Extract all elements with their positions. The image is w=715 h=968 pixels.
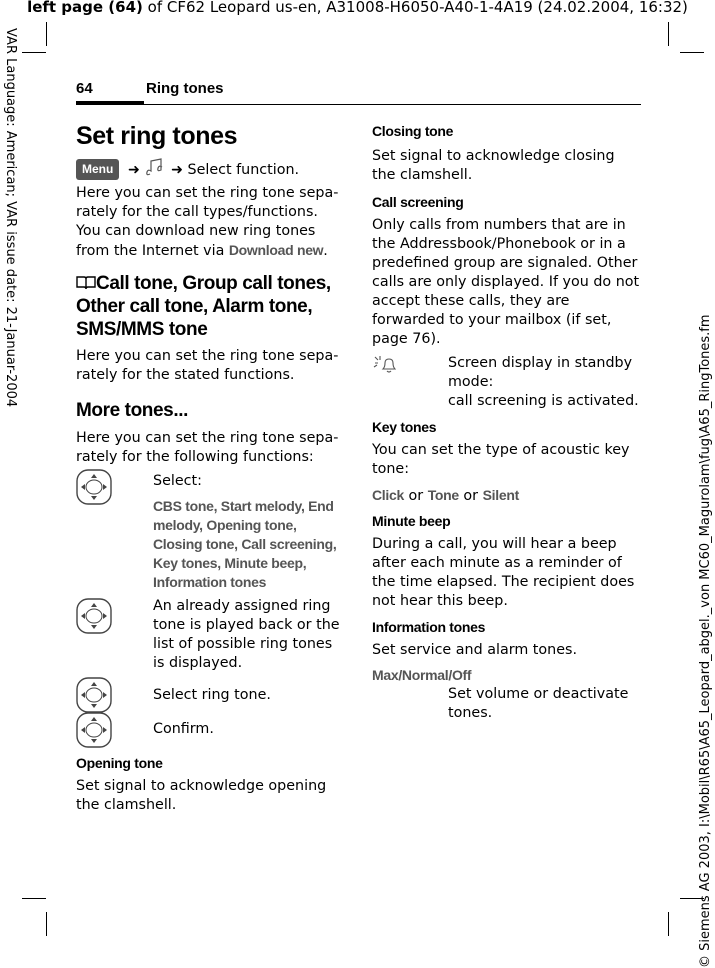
standby-text-line1: Screen display in standby mode: <box>448 355 633 390</box>
step-select-label: Select: <box>153 473 202 489</box>
crop-mark <box>46 912 47 936</box>
step-assigned-text: An already assigned ring tone is played back or the list of possible ring tones is displayed. <box>153 598 340 671</box>
or-text: or <box>403 488 428 504</box>
information-tones-heading: Information tones <box>372 619 486 635</box>
call-screening-text: Only calls from numbers that are in the Addressbook/Phonebook or in a predefined group are signaled. Other calls are only displayed. If you do not accept these calls, they are forwarded to your mailbox (if set, page 76). <box>372 217 640 347</box>
page-indicator: left page (64) <box>27 0 143 16</box>
arrow-icon: ➜ <box>170 162 183 178</box>
tone-list: CBS tone, Start melody, End melody, Opening tone, Closing tone, Call screening, Key tones, Minute beep, Information tones <box>153 498 337 590</box>
document-source-line <box>0 0 715 16</box>
nav-key-icon <box>76 712 112 748</box>
nav-key-icon <box>76 469 112 505</box>
crop-mark <box>668 22 669 46</box>
var-language-note: VAR Language: American; VAR issue date: 21-Januar-2004 <box>3 28 18 408</box>
call-tone-heading <box>76 272 346 341</box>
ring-tones-note-icon <box>144 158 166 178</box>
crop-mark <box>22 52 46 53</box>
crop-mark <box>46 22 47 46</box>
minute-beep-text: During a call, you will hear a beep after each minute as a reminder of the time elapsed. The recipient does not hear this beep. <box>372 536 635 609</box>
closing-tone-heading: Closing tone <box>372 123 454 139</box>
tone-option: Tone <box>427 487 459 503</box>
call-tone-text: Here you can set the ring tone sepa-rately for the stated functions. <box>76 348 339 383</box>
copyright-path-note: © Siemens AG 2003, I:\Mobil\R65\A65_Leopard_abgel._von MC60_Magurolam\fug\A65_RingTones.fm <box>698 314 713 968</box>
select-function-text: Select function. <box>187 162 300 178</box>
crop-mark <box>680 52 704 53</box>
call-screening-standby-icon <box>372 355 396 375</box>
section-title: Ring tones <box>146 80 224 97</box>
document-info: of CF62 Leopard us-en, A31008-H6050-A40-1-4A19 (24.02.2004, 16:32) <box>142 0 688 16</box>
minute-beep-heading: Minute beep <box>372 513 451 529</box>
nav-key-icon <box>76 677 112 713</box>
call-screening-heading: Call screening <box>372 194 464 210</box>
download-new-link: Download new <box>228 242 324 258</box>
opening-tone-text: Set signal to acknowledge opening the clamshell. <box>76 778 327 813</box>
key-tones-heading: Key tones <box>372 419 437 435</box>
key-tone-options <box>372 486 640 506</box>
more-tones-heading: More tones... <box>76 400 188 421</box>
step-confirm-text: Confirm. <box>153 721 214 737</box>
key-tones-text: You can set the type of acoustic key tone: <box>372 442 630 477</box>
page-title: Set ring tones <box>76 122 238 150</box>
standby-display-text <box>448 354 643 411</box>
standby-text-line2: call screening is activated. <box>448 393 639 409</box>
nav-key-icon <box>76 598 112 634</box>
crop-mark <box>668 912 669 936</box>
silent-option: Silent <box>482 487 519 503</box>
more-tones-text: Here you can set the ring tone sepa-rately for the following functions: <box>76 430 339 465</box>
header-rule <box>144 104 641 105</box>
volume-text: Set volume or deactivate tones. <box>448 686 629 721</box>
step-select-ring-text: Select ring tone. <box>153 687 271 703</box>
opening-tone-heading: Opening tone <box>76 755 163 771</box>
crop-mark <box>22 898 46 899</box>
call-tone-heading-text: Call tone, Group call tones, Other call tone, Alarm tone, SMS/MMS tone <box>76 273 331 340</box>
closing-tone-text: Set signal to acknowledge closing the clamshell. <box>372 148 615 183</box>
menu-key: Menu <box>76 159 119 180</box>
intro-paragraph <box>76 184 346 261</box>
menu-path <box>76 158 346 180</box>
book-icon <box>76 274 96 290</box>
header-rule-thick <box>76 101 144 105</box>
intro-end: . <box>323 243 328 259</box>
page-number: 64 <box>76 80 93 97</box>
volume-options: Max/Normal/Off <box>372 667 472 683</box>
or-text: or <box>458 488 483 504</box>
arrow-icon: ➜ <box>127 162 140 178</box>
information-tones-text: Set service and alarm tones. <box>372 642 578 658</box>
click-option: Click <box>372 487 404 503</box>
intro-text: Here you can set the ring tone sepa-rately for the call types/functions. You can download new ring tones from the Internet via <box>76 185 339 259</box>
